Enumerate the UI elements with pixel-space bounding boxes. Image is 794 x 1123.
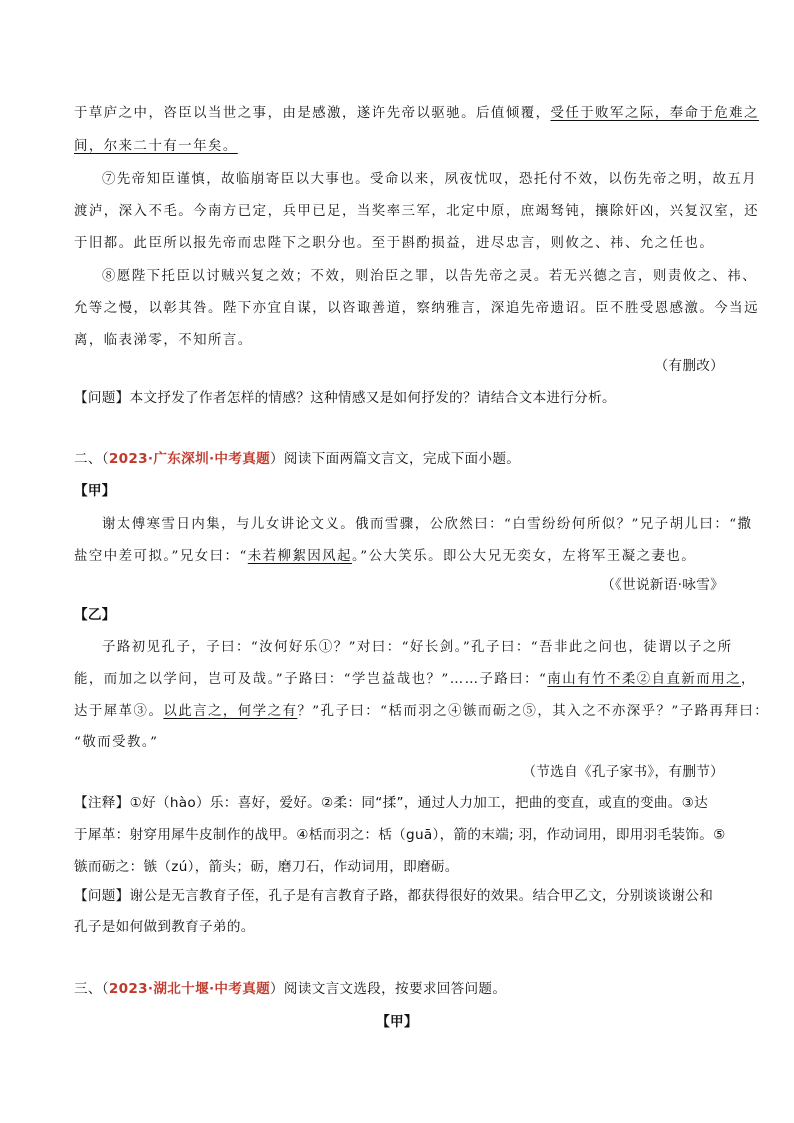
question-2-heading: 二、（2023·广东深圳·中考真题）阅读下面两篇文言文，完成下面小题。: [74, 451, 521, 467]
yi-line: 达于犀革③。以此言之，何学之有？”孔子曰：“栝而羽之④镞而砺之⑤，其入之不亦深乎？”子路再拜曰：: [74, 704, 770, 719]
question-3-heading: 三、（2023·湖北十堰·中考真题）阅读文言文选段，按要求回答问题。: [74, 981, 507, 997]
notes-line: 【注释】①好（hào）乐：喜好，爱好。②柔：同“揉”，通过人力加工，把曲的变直，或直的变曲。③达: [74, 795, 709, 811]
passage-line: [74, 135, 724, 154]
yi-line: 能，而加之以学问，岂可及哉。”子路曰：“学岂益哉也？”……子路曰：“南山有竹不柔②自直新而用之，: [74, 672, 756, 687]
passage-paragraph-8: ⑧愿陛下托臣以讨贼兴复之效；不效，则治臣之罪，以告先帝之灵。若无兴德之言，则责攸之、祎、: [102, 269, 758, 284]
notes-line: 于犀革：射穿用犀牛皮制作的战甲。④栝而羽之：栝（guā），箭的末端; 羽，作动词用，即用羽毛装饰。⑤: [74, 827, 726, 843]
jia-line: 盐空中差可拟。”兄女曰：“未若柳絮因风起。”公大笑乐。即公大兄无奕女，左将军王凝之妻也。: [74, 549, 697, 564]
question-2: 孔子是如何做到教育子弟的。: [74, 919, 255, 935]
jia-source: （《世说新语·咏雪》: [601, 577, 724, 593]
underlined-text: 间，尔来二十有一年矣。: [74, 139, 238, 154]
passage-line: 于旧都。此臣所以报先帝而忠陛下之职分也。至于斟酌损益，进尽忠言，则攸之、祎、允之任也。: [74, 236, 715, 251]
yi-line: 子路初见孔子，子曰：“汝何好乐①？”对曰：“好长剑。”孔子曰：“吾非此之问也，徒谓以子之所: [102, 640, 733, 655]
underlined-text: 以此言之，何学之有: [163, 704, 298, 719]
question-1: 【问题】本文抒发了作者怎样的情感？这种情感又是如何抒发的？请结合文本进行分析。: [74, 390, 616, 406]
underlined-text: 受任于败军之际，奉命于危难之: [550, 106, 759, 121]
yi-source: （节选自《孔子家书》，有删节）: [522, 764, 724, 780]
text-jia-label: 【甲】: [376, 1014, 418, 1030]
text-jia-label: 【甲】: [74, 483, 116, 499]
exam-source-tag: 2023·湖北十堰·中考真题: [108, 981, 271, 997]
passage-line: 允等之慢，以彰其咎。陛下亦宜自谋，以咨诹善道，察纳雅言，深追先帝遗诏。臣不胜受恩感激。今当远: [74, 301, 759, 316]
passage-source: （有删改）: [654, 358, 724, 374]
passage-line: 离，临表涕零，不知所言。: [74, 333, 253, 348]
passage-paragraph-7: ⑦先帝知臣谨慎，故临崩寄臣以大事也。受命以来，夙夜忧叹，恐托付不效，以伤先帝之明，故五月: [102, 172, 758, 187]
text-yi-label: 【乙】: [74, 607, 116, 623]
underlined-text: 南山有竹不柔②自直新而用之: [547, 672, 741, 687]
passage-line: 渡泸，深入不毛。今南方已定，兵甲已足，当奖率三军，北定中原，庶竭驽钝，攘除奸凶，兴复汉室，还: [74, 204, 759, 219]
passage-text: 于草庐之中，咨臣以当世之事，由是感激，遂许先帝以驱驰。后值倾覆，: [74, 106, 551, 121]
passage-line: [74, 102, 759, 121]
question-2: 【问题】谢公是无言教育子侄，孔子是有言教育子路，都获得很好的效果。结合甲乙文，分别谈谈谢公和: [74, 888, 714, 904]
underlined-text: 未若柳絮因风起: [247, 549, 353, 564]
exam-source-tag: 2023·广东深圳·中考真题: [108, 451, 271, 467]
jia-line: 谢太傅寒雪日内集，与儿女讲论文义。俄而雪骤，公欣然曰：“白雪纷纷何所似？”兄子胡儿曰：“撒: [102, 517, 753, 532]
yi-line: “敬而受教。”: [74, 735, 159, 750]
notes-line: 镞而砺之：镞（zú），箭头；砺，磨刀石，作动词用，即磨砺。: [74, 859, 459, 875]
